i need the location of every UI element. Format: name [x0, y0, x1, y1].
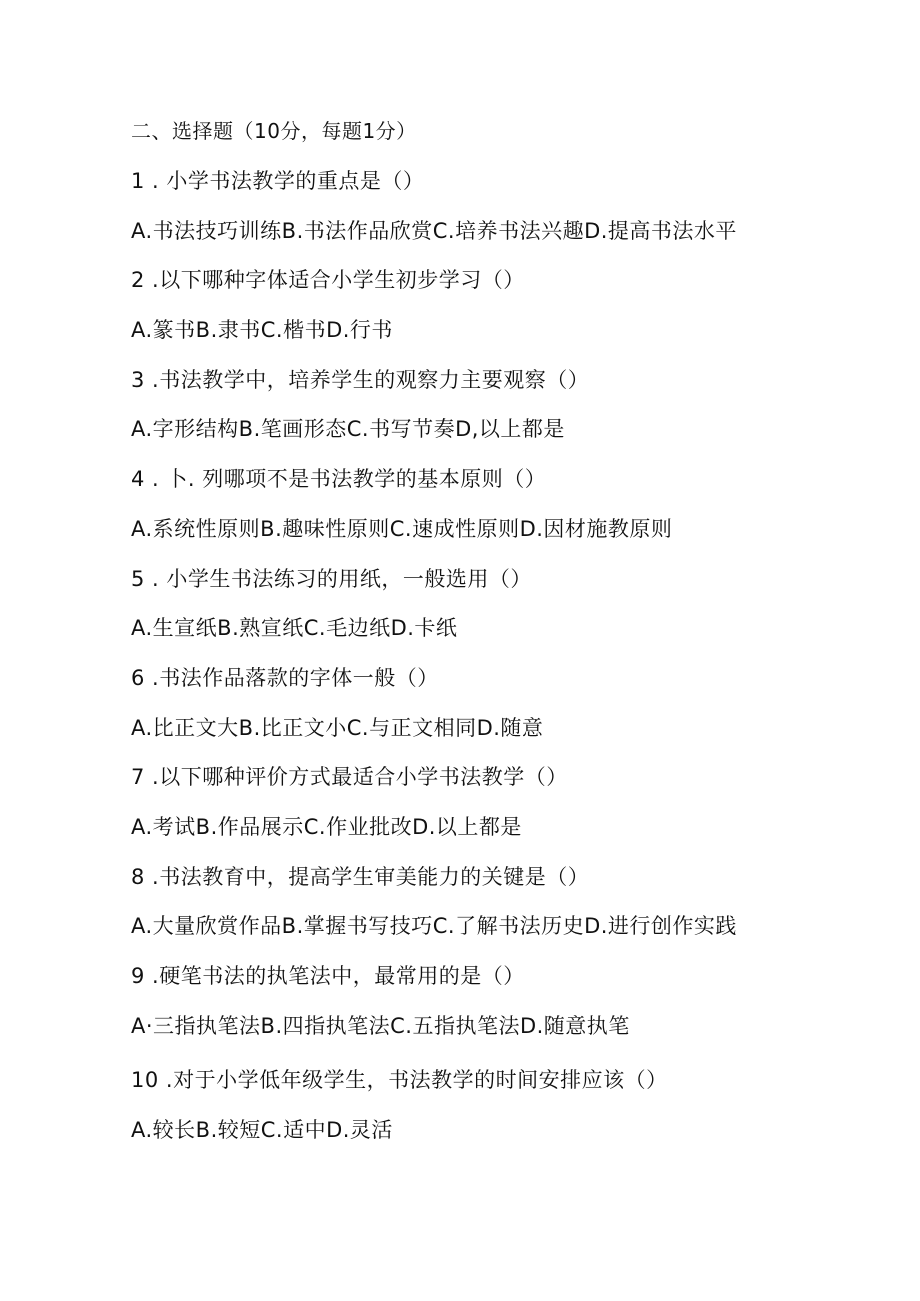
question-10-options: A.较长B.较短C.适中D.灵活 — [131, 1118, 393, 1142]
question-4-stem: 4 . 卜. 列哪项不是书法教学的基本原则（） — [131, 467, 547, 491]
question-7-options: A.考试B.作品展示C.作业批改D.以上都是 — [131, 815, 522, 839]
question-10-stem: 10 .对于小学低年级学生，书法教学的时间安排应该（） — [131, 1068, 668, 1092]
question-1-stem: 1 . 小学书法教学的重点是（） — [131, 169, 425, 193]
question-8-stem: 8 .书法教育中，提高学生审美能力的关键是（） — [131, 865, 590, 889]
question-5-options: A.生宣纸B.熟宣纸C.毛边纸D.卡纸 — [131, 616, 458, 640]
question-6-stem: 6 .书法作品落款的字体一般（） — [131, 666, 439, 690]
question-6-options: A.比正文大B.比正文小C.与正文相同D.随意 — [131, 716, 544, 740]
question-9-stem: 9 .硬笔书法的执笔法中，最常用的是（） — [131, 964, 525, 988]
question-2-stem: 2 .以下哪种字体适合小学生初步学习（） — [131, 268, 525, 292]
question-8-options: A.大量欣赏作品B.掌握书写技巧C.了解书法历史D.进行创作实践 — [131, 914, 737, 938]
question-5-stem: 5 . 小学生书法练习的用纸，一般选用（） — [131, 567, 532, 591]
question-1-options: A.书法技巧训练B.书法作品欣赏C.培养书法兴趣D.提高书法水平 — [131, 219, 737, 243]
question-7-stem: 7 .以下哪种评价方式最适合小学书法教学（） — [131, 765, 568, 789]
question-9-options: A·三指执笔法B.四指执笔法C.五指执笔法D.随意执笔 — [131, 1014, 630, 1038]
section-title: 二、选择题（10分，每题1分） — [131, 119, 417, 143]
question-4-options: A.系统性原则B.趣味性原则C.速成性原则D.因材施教原则 — [131, 517, 673, 541]
question-3-stem: 3 .书法教学中，培养学生的观察力主要观察（） — [131, 368, 590, 392]
question-3-options: A.字形结构B.笔画形态C.书写节奏D,以上都是 — [131, 417, 565, 441]
question-2-options: A.篆书B.隶书C.楷书D.行书 — [131, 318, 393, 342]
